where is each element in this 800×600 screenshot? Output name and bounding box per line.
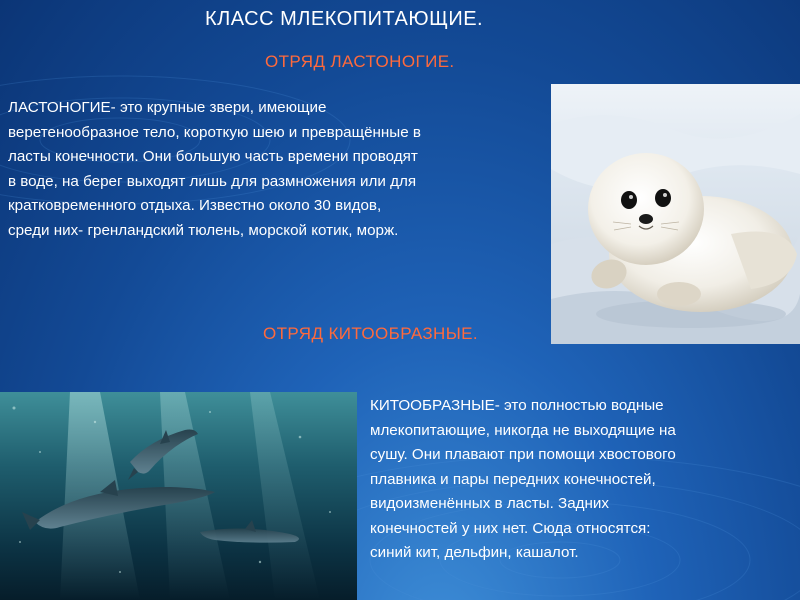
text-line: среди них- гренландский тюлень, морской котик, морж. — [8, 221, 399, 239]
slide-title: КЛАСС МЛЕКОПИТАЮЩИЕ. — [205, 8, 484, 30]
text-line: конечностей у них нет. Сюда относятся: — [370, 519, 651, 537]
text-line: ласты конечности. Они большую часть времени проводят — [8, 148, 418, 165]
text-line: видоизменённых в ласты. Задних — [370, 495, 609, 512]
seal-pup-photo — [551, 84, 800, 344]
text-line: в воде, на берег выходят лишь для размножения или для — [8, 172, 417, 190]
order-cetaceans-heading: ОТРЯД КИТООБРАЗНЫЕ. — [263, 324, 479, 343]
text-line: ЛАСТОНОГИЕ- это крупные звери, имеющие — [8, 99, 327, 116]
text-line: веретенообразное тело, короткую шею и превращённые в — [8, 123, 421, 141]
text-line: плавника и пары передних конечностей, — [370, 470, 656, 488]
dolphins-underwater-photo — [0, 392, 357, 600]
text-line: млекопитающие, никогда не выходящие на — [370, 421, 676, 439]
text-line: синий кит, дельфин, кашалот. — [370, 544, 579, 561]
pinnipeds-description — [8, 96, 553, 243]
text-line: кратковременного отдыха. Известно около 30 видов, — [8, 197, 382, 214]
cetaceans-description — [370, 394, 790, 566]
text-line: КИТООБРАЗНЫЕ- это полностью водные — [370, 397, 664, 414]
text-line: сушу. Они плавают при помощи хвостового — [370, 446, 676, 463]
order-pinnipeds-heading: ОТРЯД ЛАСТОНОГИЕ. — [265, 52, 455, 71]
